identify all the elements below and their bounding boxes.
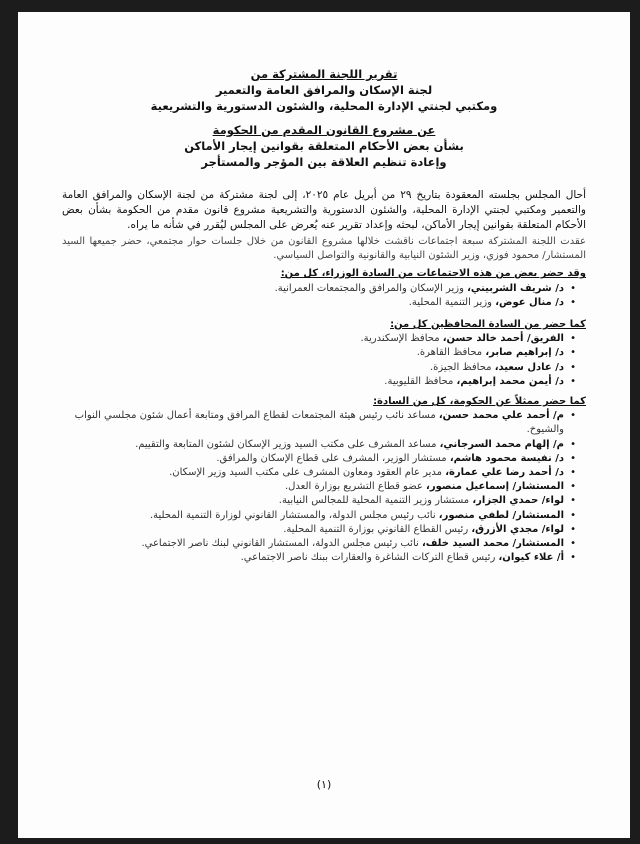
attendee-name: م/ إلهام محمد السرجاني، xyxy=(439,438,564,450)
list-item xyxy=(62,438,576,452)
attendee-role: مستشار الوزير، المشرف على قطاع الإسكان والمرافق. xyxy=(216,452,450,464)
header-line-2: لجنة الإسكان والمرافق العامة والتعمير xyxy=(215,83,433,97)
header-line-5: بشأن بعض الأحكام المتعلقة بقوانين إيجار الأماكن xyxy=(184,139,464,153)
attendee-name: د/ عادل سعيد، xyxy=(494,361,564,373)
attendee-name: د/ نفيسة محمود هاشم، xyxy=(449,452,564,464)
attendee-name: د/ إبراهيم صابر، xyxy=(485,347,564,359)
ministers-list xyxy=(62,282,586,310)
list-item xyxy=(62,332,576,346)
list-item xyxy=(62,509,576,523)
header-line-3: ومكتبي لجنتي الإدارة المحلية، والشئون الدستورية والتشريعية xyxy=(150,99,498,113)
list-item xyxy=(62,523,576,537)
government-list xyxy=(62,409,586,565)
attendee-name: المستشار/ إسماعيل منصور، xyxy=(426,481,564,493)
attendee-name: أ/ علاء كيوان، xyxy=(498,552,564,564)
governors-list xyxy=(62,332,586,389)
list-item xyxy=(62,551,576,565)
attendee-name: د/ شريف الشربيني، xyxy=(467,282,564,294)
list-item xyxy=(62,282,576,296)
attendee-role: مساعد نائب رئيس هيئة المجتمعات لقطاع المرافق ومتابعة أعمال شئون مجلسي النواب والشيوخ. xyxy=(74,410,564,436)
attendee-role: مدير عام العقود ومعاون المشرف على مكتب السيد وزير الإسكان. xyxy=(169,467,446,479)
ministers-heading: وقد حضر بعض من هذه الاجتماعات من السادة الوزراء، كل من: xyxy=(280,268,586,280)
attendee-role: نائب رئيس مجلس الدولة، والمستشار القانوني لوزارة التنمية المحلية. xyxy=(149,509,439,521)
attendee-name: م/ أحمد علي محمد حسن، xyxy=(438,410,564,422)
header-line-6: وإعادة تنظيم العلاقة بين المؤجر والمستأجر xyxy=(201,155,447,169)
attendee-role: رئيس القطاع القانوني بوزارة التنمية المحلية. xyxy=(283,523,472,535)
header-line-4: عن مشروع القانون المقدم من الحكومة xyxy=(212,123,436,137)
document-page xyxy=(18,12,630,838)
attendee-name: د/ أحمد رضا علي عمارة، xyxy=(445,467,564,479)
list-item xyxy=(62,537,576,551)
list-item xyxy=(62,494,576,508)
report-header xyxy=(62,66,586,170)
attendee-name: د/ أيمن محمد إبراهيم، xyxy=(456,375,564,387)
governors-heading: كما حضر من السادة المحافظين كل من: xyxy=(390,319,586,331)
meetings-paragraph: عقدت اللجنة المشتركة سبعة اجتماعات ناقشت خلالها مشروع القانون من خلال جلسات حوار مجتمعي، حضر جميعها السيد المستشار/ محمود فوزي، وزير الشئون النيابية والقانونية والتواصل السياسي. xyxy=(62,236,586,262)
attendee-role: محافظ الإسكندرية. xyxy=(360,333,443,345)
intro-paragraph: أحال المجلس بجلسته المعقودة بتاريخ ٢٩ من أبريل عام ٢٠٢٥، إلى لجنة مشتركة من لجنة الإسكان والمرافق العامة والتعمير ومكتبي لجنتي الإدارة المحلية، والشئون الدستورية والتشريعية مشروع قانون مقدم من الحكومة بشأن بعض الأحكام المتعلقة بقوانين إيجار الأماكن، لبحثه وإعداد تقرير عنه يُعرض على المجلس ليُقرر في شأنه ما يراه. xyxy=(62,189,586,231)
attendee-name: لواء/ حمدي الجزار، xyxy=(472,495,564,507)
list-item xyxy=(62,346,576,360)
list-item xyxy=(62,466,576,480)
attendee-role: محافظ القاهرة. xyxy=(416,347,486,359)
list-item xyxy=(62,452,576,466)
attendee-role: مستشار وزير التنمية المحلية للمجالس النيابية. xyxy=(278,495,473,507)
list-item xyxy=(62,409,576,437)
list-item xyxy=(62,296,576,310)
page-number: (١) xyxy=(316,778,332,791)
header-line-1: تقرير اللجنة المشتركة من xyxy=(250,67,398,81)
attendee-role: رئيس قطاع التركات الشاغرة والعقارات ببنك ناصر الاجتماعي. xyxy=(240,552,499,564)
government-heading: كما حضر ممثلاً عن الحكومة، كل من السادة: xyxy=(373,396,586,408)
attendee-name: الفريق/ أحمد خالد حسن، xyxy=(442,333,564,345)
attendee-role: محافظ الجيزة. xyxy=(429,361,495,373)
attendee-role: عضو قطاع التشريع بوزارة العدل. xyxy=(284,481,427,493)
list-item xyxy=(62,375,576,389)
attendee-role: وزير الإسكان والمرافق والمجتمعات العمرانية. xyxy=(274,282,468,294)
attendee-role: محافظ القليوبية. xyxy=(384,375,457,387)
list-item xyxy=(62,480,576,494)
attendee-name: د/ منال عوض، xyxy=(495,296,564,308)
attendee-name: المستشار/ لطفي منصور، xyxy=(438,509,564,521)
attendee-role: نائب رئيس مجلس الدولة، المستشار القانوني لبنك ناصر الاجتماعي. xyxy=(141,538,422,550)
attendee-name: المستشار/ محمد السيد خلف، xyxy=(421,538,564,550)
list-item xyxy=(62,361,576,375)
attendee-name: لواء/ مجدي الأزرق، xyxy=(471,523,564,535)
attendee-role: مساعد المشرف على مكتب السيد وزير الإسكان لشئون المتابعة والتقييم. xyxy=(135,438,440,450)
attendee-role: وزير التنمية المحلية. xyxy=(408,296,496,308)
